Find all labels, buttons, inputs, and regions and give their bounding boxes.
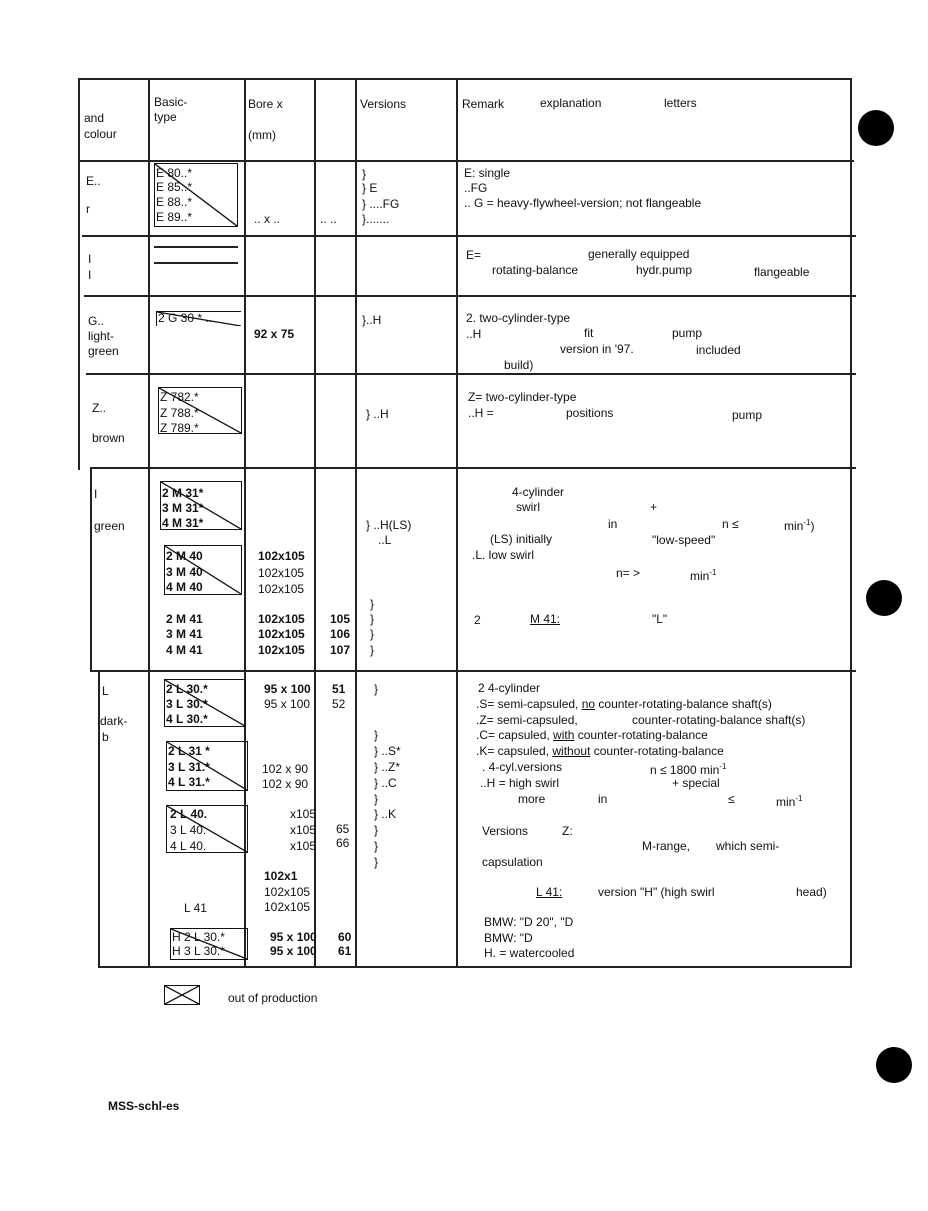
- row-e-version-4: }.......: [362, 212, 390, 226]
- row-e-version-1: }: [362, 167, 367, 181]
- row-l-bore-b2: 102 x 90: [262, 777, 309, 791]
- row-e-colour: E.. r: [86, 174, 101, 216]
- row-z-remark-4: pump: [732, 408, 763, 422]
- row-l-type-a3: 4 L 30.*: [166, 712, 208, 726]
- row-l-remark-15: H. = watercooled: [484, 946, 575, 960]
- row-m-type-c1: 2 M 41: [166, 612, 203, 626]
- row-f-remark-5: flangeable: [754, 265, 810, 279]
- row-l-bore-e1: 95 x 100: [270, 930, 317, 944]
- header-remark: Remark: [462, 97, 505, 111]
- row-z-colour: Z.. brown: [92, 401, 125, 445]
- row-l-remark-11: capsulation: [482, 855, 543, 869]
- row-m-versions-1: } ..H(LS): [366, 518, 412, 532]
- row-m-remark-plus: +: [650, 500, 658, 514]
- row-l-version-6: }: [374, 792, 379, 806]
- row-m-brace-1: }: [370, 597, 375, 611]
- row-l-remark-7a: ..H = high swirl: [480, 776, 560, 790]
- row-m-versions-2: ..L: [378, 533, 392, 547]
- row-l-bore-c1: x105: [290, 807, 317, 821]
- row-m-type-b1: 2 M 40: [166, 549, 203, 563]
- row-g-colour: G.. light- green: [88, 314, 119, 358]
- row-g-remark-2: ..H: [466, 327, 482, 341]
- row-l-remark-8a: more: [518, 792, 546, 806]
- row-m-bore-b1: 102x105: [258, 549, 305, 563]
- row-l-number-c2: 66: [336, 836, 350, 850]
- row-f-remark-1: E=: [466, 248, 482, 262]
- row-e-type-2: E 85..*: [156, 180, 193, 194]
- row-l-number-a2: 52: [332, 697, 346, 711]
- row-l-remark-8c: ≤: [728, 792, 735, 806]
- row-l-remark-6b: n ≤ 1800 $\min^{-1}$: [650, 762, 727, 777]
- row-e-version-3: } ....FG: [362, 197, 400, 211]
- row-l-type-b1: 2 L 31 *: [168, 744, 210, 758]
- header-basic-type: Basic- type: [154, 95, 188, 124]
- row-l-version-8: }: [374, 823, 379, 837]
- row-g-remark-1: 2. two-cylinder-type: [466, 311, 571, 325]
- row-z-type-1: Z 782.*: [160, 390, 199, 404]
- legend-out-of-production-icon: [164, 985, 200, 1005]
- row-e-type-1: E 80..*: [156, 166, 193, 180]
- row-e-version-2: } E: [362, 181, 378, 195]
- row-l-remark-10a: M-range,: [642, 839, 691, 853]
- row-m-type-a2: 3 M 31*: [162, 501, 204, 515]
- row-l-version-9: }: [374, 839, 379, 853]
- row-m-remark-n: n ≤: [722, 517, 739, 531]
- row-l-version-3: } ..S*: [374, 744, 401, 758]
- row-z-versions: } ..H: [366, 407, 389, 421]
- row-l-remark-6a: . 4-cyl.versions: [482, 760, 563, 774]
- row-m-type-c2: 3 M 41: [166, 627, 203, 641]
- row-l-number-c1: 65: [336, 822, 350, 836]
- row-m-remark-min: $\min^{-1}$): [784, 518, 815, 533]
- row-l-remark-14: BMW: "D: [484, 931, 533, 945]
- row-l-bore-a2: 95 x 100: [264, 697, 311, 711]
- row-m-number-c1: 105: [330, 612, 351, 626]
- row-m-type-a1: 2 M 31*: [162, 486, 204, 500]
- row-l-type-a2: 3 L 30.*: [166, 697, 208, 711]
- superscript-minus-one: -1: [795, 794, 803, 803]
- row-m-colour-1: I: [94, 487, 98, 501]
- row-m-remark-lq: "L": [652, 612, 668, 626]
- row-g-remark-5: version in '97.: [560, 342, 634, 356]
- row-g-remark-3: fit: [584, 326, 594, 340]
- row-m-type-b3: 4 M 40: [166, 580, 203, 594]
- row-l-type-b3: 4 L 31.*: [168, 775, 210, 789]
- row-l-bore-e2: 95 x 100: [270, 944, 317, 958]
- superscript-minus-one: -1: [709, 568, 717, 577]
- cross-icon: [165, 986, 199, 1004]
- row-e-remark-1: E: single: [464, 166, 511, 180]
- row-e-type-4: E 89..*: [156, 210, 193, 224]
- row-l-number-a1: 51: [332, 682, 346, 696]
- row-l-remark-2: .S= semi-capsuled, no counter-rotating-balance shaft(s): [476, 697, 772, 711]
- row-l-version-5: } ..C: [374, 776, 397, 790]
- row-l-type-a1: 2 L 30.*: [166, 682, 208, 696]
- row-l-bore-d1: 102x1: [264, 869, 298, 883]
- row-l-remark-3a: .Z= semi-capsuled,: [476, 713, 578, 727]
- row-g-remark-7: build): [504, 358, 534, 372]
- row-z-remark-1: Z= two-cylinder-type: [468, 390, 577, 404]
- row-m-remark-min2: $\min^{-1}$: [690, 568, 717, 583]
- row-l-remark-12c: head): [796, 885, 827, 899]
- row-m-type-c3: 4 M 41: [166, 643, 203, 657]
- row-e-type-3: E 88..*: [156, 195, 193, 209]
- header-explanation: explanation: [540, 96, 602, 110]
- row-m-type-b2: 3 M 40: [166, 565, 203, 579]
- row-l-bore-b1: 102 x 90: [262, 762, 309, 776]
- row-m-remark-ls: (LS) initially: [490, 532, 553, 546]
- row-g-versions: }..H: [362, 313, 382, 327]
- header-versions: Versions: [360, 97, 407, 111]
- row-z-remark-2: ..H =: [468, 406, 494, 420]
- header-colour: and colour: [84, 111, 117, 141]
- row-m-bore-c2: 102x105: [258, 627, 305, 641]
- header-bore: Bore x: [248, 97, 283, 111]
- row-l-bore-d3: 102x105: [264, 900, 311, 914]
- row-f-remark-2: generally equipped: [588, 247, 690, 261]
- row-l-remark-7b: + special: [672, 776, 720, 790]
- row-l-remark-5: .K= capsuled, without counter-rotating-balance: [476, 744, 724, 758]
- row-g-bore: 92 x 75: [254, 327, 295, 341]
- row-m-bore-c3: 102x105: [258, 643, 305, 657]
- row-g-remark-6: included: [696, 343, 741, 357]
- row-m-brace-3: }: [370, 627, 375, 641]
- row-m-bore-c1: 102x105: [258, 612, 305, 626]
- row-l-bore-d2: 102x105: [264, 885, 311, 899]
- row-e-remark-3: .. G = heavy-flywheel-version; not flangeable: [464, 196, 702, 210]
- row-m-remark-l: .L. low swirl: [472, 548, 535, 562]
- row-m-type-a3: 4 M 31*: [162, 516, 204, 530]
- superscript-minus-one: -1: [803, 518, 811, 527]
- row-l-version-1: }: [374, 682, 379, 696]
- row-f-type-line-1: [154, 246, 238, 248]
- row-l-version-4: } ..Z*: [374, 760, 401, 774]
- row-l-bore-a1: 95 x 100: [264, 682, 311, 696]
- row-l-colour-3: b: [102, 730, 109, 744]
- row-m-number-c3: 107: [330, 643, 351, 657]
- row-f-remark-3: rotating-balance: [492, 263, 579, 277]
- row-l-bore-c2: x105: [290, 823, 317, 837]
- row-l-remark-3b: counter-rotating-balance shaft(s): [632, 713, 806, 727]
- row-m-brace-2: }: [370, 612, 375, 626]
- row-e-number: .. ..: [320, 212, 337, 226]
- row-e-bore: .. x ..: [254, 212, 281, 226]
- row-g-type: 2 G 30 * ..: [158, 311, 213, 325]
- row-l-type-c3: 4 L 40.: [170, 839, 207, 853]
- row-m-remark-n2: n= >: [616, 566, 641, 580]
- row-l-remark-8d: $\min^{-1}$: [776, 794, 803, 809]
- row-z-type-3: Z 789.*: [160, 421, 199, 435]
- row-l-version-2: }: [374, 728, 379, 742]
- superscript-minus-one: -1: [719, 762, 727, 771]
- row-l-version-10: }: [374, 855, 379, 869]
- row-l-remark-12a: L 41:: [536, 885, 563, 899]
- row-l-type-c1: 2 L 40.: [170, 807, 208, 821]
- row-l-colour-2: dark-: [100, 714, 128, 728]
- row-m-remark-m41: M 41:: [530, 612, 561, 626]
- row-m-remark-swirl: swirl: [516, 500, 540, 514]
- row-l-type-e1: H 2 L 30.*: [172, 930, 225, 944]
- row-l-remark-12b: version "H" (high swirl: [598, 885, 715, 899]
- row-g-remark-4: pump: [672, 326, 703, 340]
- row-l-number-e1: 60: [338, 930, 352, 944]
- row-l-type-e2: H 3 L 30.*: [172, 944, 225, 958]
- row-f-type-line-2: [154, 262, 238, 264]
- row-l-colour-1: L: [102, 684, 109, 698]
- row-m-remark-4cyl: 4-cylinder: [512, 485, 565, 499]
- row-f-remark-4: hydr.pump: [636, 263, 693, 277]
- row-m-remark-lowspeed: "low-speed": [652, 533, 716, 547]
- row-l-remark-8b: in: [598, 792, 608, 806]
- punch-hole-middle: [866, 580, 902, 616]
- row-m-number-c2: 106: [330, 627, 351, 641]
- row-z-type-2: Z 788.*: [160, 406, 199, 420]
- row-l-remark-10b: which semi-: [716, 839, 780, 853]
- row-m-remark-in: in: [608, 517, 618, 531]
- row-l-bore-c3: x105: [290, 839, 317, 853]
- row-l-remark-1: 2 4-cylinder: [478, 681, 541, 695]
- row-l-version-7: } ..K: [374, 807, 397, 821]
- punch-hole-top: [858, 110, 894, 146]
- footer-code: MSS-schl-es: [108, 1099, 180, 1113]
- row-l-number-e2: 61: [338, 944, 352, 958]
- punch-hole-bottom: [876, 1047, 912, 1083]
- row-l-remark-9b: Z:: [562, 824, 573, 838]
- row-l-type-d: L 41: [184, 901, 207, 915]
- row-m-bore-b2: 102x105: [258, 566, 305, 580]
- row-m-brace-4: }: [370, 643, 375, 657]
- row-z-remark-3: positions: [566, 406, 614, 420]
- row-m-bore-b3: 102x105: [258, 582, 305, 596]
- row-f-colour: I I: [88, 252, 92, 282]
- legend-text: out of production: [228, 991, 318, 1005]
- row-m-colour-2: green: [94, 519, 125, 533]
- row-l-remark-13: BMW: "D 20", "D: [484, 915, 574, 929]
- row-l-type-c2: 3 L 40.: [170, 823, 207, 837]
- row-m-remark-2: 2: [474, 613, 481, 627]
- header-mm: (mm): [248, 128, 276, 142]
- header-letters: letters: [664, 96, 697, 110]
- row-l-remark-9a: Versions: [482, 824, 529, 838]
- row-l-type-b2: 3 L 31.*: [168, 760, 210, 774]
- row-l-remark-4: .C= capsuled, with counter-rotating-balance: [476, 728, 708, 742]
- row-e-remark-2: ..FG: [464, 181, 488, 195]
